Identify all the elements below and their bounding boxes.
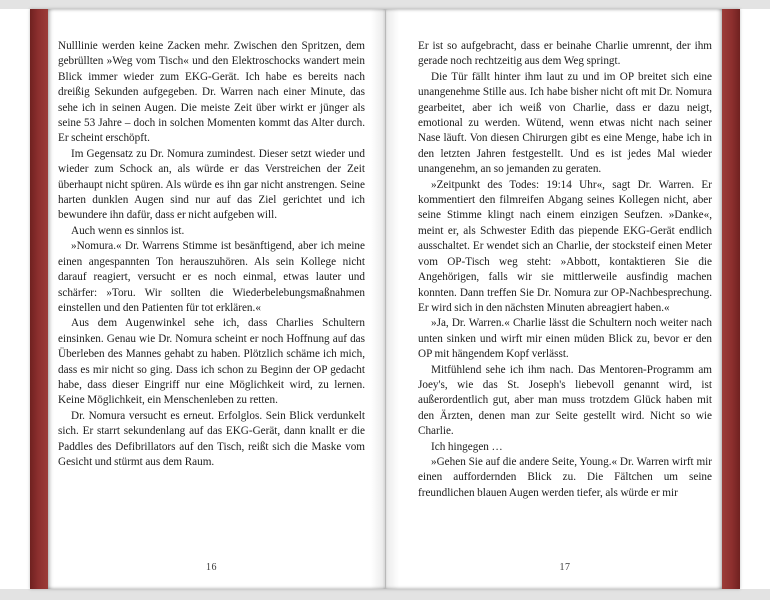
page-right <box>385 9 722 589</box>
paragraph: »Nomura.« Dr. Warrens Stimme ist besänftigend, aber ich meine einen angespannten Ton herauszuhören. Als sein Kollege nicht darauf reagiert, versucht er es noch einmal, etwas lauter und schärfer: »Toru. Wir sollten die Wiederbelebungsmaßnahmen einstellen und den Patienten für tot erklären.« <box>58 240 365 314</box>
paragraph: Die Tür fällt hinter ihm laut zu und im OP breitet sich eine unangenehme Stille aus. Ich habe bisher nicht oft mit Dr. Nomura gearbeitet, aber ich weiß von Charlie, dass er dazu neigt, emotional zu werden. Wütend, wenn etwas nicht nach seiner Nase läuft. Von diesen Chirurgen gibt es eine Menge, habe ich in den letzten Jahren festgestellt. Und es ist jedes Mal wieder unangenehm, an so jemanden zu geraten. <box>418 70 712 176</box>
paragraph: Er ist so aufgebracht, dass er beinahe Charlie umrennt, der ihm gerade noch rechtzeitig aus dem Weg springt. <box>418 40 712 68</box>
paragraph: Auch wenn es sinnlos ist. <box>71 224 185 237</box>
book-cover-edge-left <box>30 9 48 589</box>
paragraph: Ich hingegen … <box>431 440 503 453</box>
page-number-left: 16 <box>206 562 217 573</box>
page-right-text <box>418 39 712 549</box>
paragraph: »Gehen Sie auf die andere Seite, Young.« Dr. Warren wirft mir einen auffordernden Blick zu. Die Fältchen um seine freundlichen blauen Augen werden tiefer, als würde er mir <box>418 455 712 499</box>
background-band-top <box>0 0 770 9</box>
page-gutter-line <box>385 9 386 589</box>
page-left-text <box>58 39 365 549</box>
paragraph: Aus dem Augenwinkel sehe ich, dass Charlies Schultern einsinken. Genau wie Dr. Nomura scheint er noch Hoffnung auf das Überleben des Mannes gehabt zu haben. Plötzlich schäme ich mich, dass es mir nicht so ging. Dass ich schon zu Beginn der OP gedacht habe, dass dieser Eingriff nur eine Möglichkeit wird, zu lernen. Keine Möglichkeit, ein Menschenleben zu retten. <box>58 317 365 407</box>
book-spread <box>30 9 740 589</box>
background-band-bottom <box>0 589 770 600</box>
book-cover-edge-right <box>722 9 740 589</box>
page-number-right: 17 <box>559 562 571 573</box>
paragraph: »Ja, Dr. Warren.« Charlie lässt die Schultern noch weiter nach unten sinken und wirft mir einen müden Blick zu, bevor er den OP mit hängendem Kopf verlässt. <box>418 317 712 361</box>
paragraph: Nulllinie werden keine Zacken mehr. Zwischen den Spritzen, dem gebrüllten »Weg vom Tisch« und den Elektroschocks wandert mein Blick immer wieder zum EKG-Gerät. Ich habe es bereits nach dreißig Sekunden aufgegeben. Dr. Warren nach einer Minute, das sehe ich in seinen Augen. Die meiste Zeit über wirkt er jünger als seine 53 Jahre – doch in solchen Momenten kommt das Alter durch. Er scheint erschöpft. <box>58 40 365 145</box>
paragraph: »Zeitpunkt des Todes: 19:14 Uhr«, sagt Dr. Warren. Er kommentiert den filmreifen Abgang seines Kollegen nicht, aber seine Stimme klingt nach einem einzigen Seufzen. »Danke«, meint er, als Schwester Edith das piepende EKG-Gerät endlich ausschaltet. Er wendet sich an Charlie, der stocksteif einen Meter vom OP-Tisch weg steht: »Abbott, kontaktieren Sie die Angehörigen, falls wir sie mittlerweile ausfindig machen konnten. Dann treffen Sie Dr. Nomura zur OP-Nachbesprechung. Er wird sich in den nächsten Minuten abreagiert haben.« <box>418 178 712 314</box>
paragraph: Im Gegensatz zu Dr. Nomura zumindest. Dieser setzt wieder und wieder zum Schock an, als würde er das Verstreichen der Zeit überhaupt nicht spüren. Als würde es ihn gar nicht anstrengen. Seine harten dunklen Augen sind nur auf das Ziel gerichtet und ich bewundere ihn dafür, dass er nicht aufgeben will. <box>58 147 365 222</box>
paragraph: Mitfühlend sehe ich ihm nach. Das Mentoren-Programm am Joey's, wie das St. Joseph's liebevoll genannt wird, ist außerordentlich gut, aber man muss trotzdem Glück haben mit den Ärzten, denen man zur Seite gestellt wird. Nicht so wie Charlie. <box>418 363 712 438</box>
page-left <box>48 9 385 589</box>
paragraph: Dr. Nomura versucht es erneut. Erfolglos. Sein Blick verdunkelt sich. Er starrt sekundenlang auf das EKG-Gerät, dann knallt er die Paddles des Defibrillators auf den Tisch, reißt sich die Maske vom Gesicht und stürmt aus dem Raum. <box>58 409 365 468</box>
open-pages <box>48 9 722 589</box>
